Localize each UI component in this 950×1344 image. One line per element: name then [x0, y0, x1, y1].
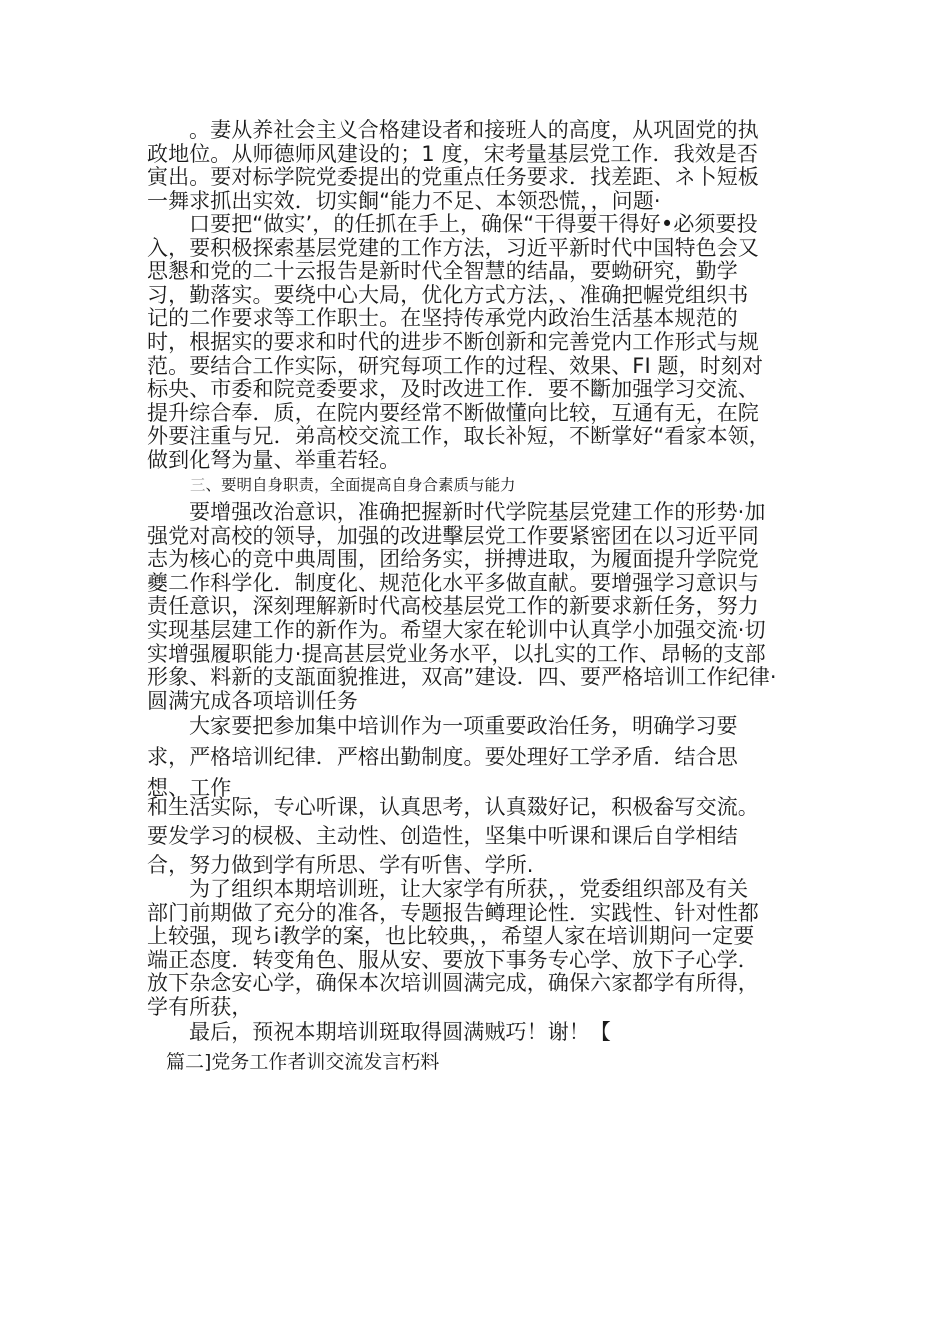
closing-paragraph	[147, 1021, 807, 1045]
paragraph-1	[147, 119, 807, 213]
closing-line: 最后，预祝本期培训斑取得圆满贼巧！谢！【	[189, 1021, 611, 1044]
paragraph-line: 责任意识，深刻理解新时代高校基层党工作的新要求新任务，努力	[147, 595, 759, 619]
paragraph-line: 放下杂念安心学，确保本次培训圆满完成，确保六家都学有所得，	[147, 972, 759, 996]
paragraph-line: 习，勤落实。要绕中心大局，优化方式方法，、准确把幄党组织书	[147, 283, 749, 307]
paragraph-line: 一舞求抓出实效．切实餇“能力不足、本领恐慌，，问题·	[147, 189, 661, 213]
paragraph-line: 时，根据实的要求和时代的进步不断创新和完善党内工作形式与规	[147, 330, 759, 354]
paragraph-line: 圆满宄成各项培训任务	[147, 689, 358, 713]
paragraph-line: 夔二作科学化．制度化、规范化水平多做直献。要增强学习意识与	[147, 571, 759, 595]
paragraph-line: 为了组织本期培训班，让大家学有所获，，党委组织部及有关	[189, 878, 749, 901]
paragraph-line: 想、工作	[147, 776, 232, 800]
paragraph-line: 口要把“做实’，的任抓在手上，确保“干得要干得好•必须要投	[189, 213, 758, 236]
paragraph-6	[147, 878, 807, 1020]
paragraph-line: 。妻从养社会主义合格建设者和接班人的高度，从巩固党的执	[189, 119, 759, 142]
paragraph-line: 要发学习的棂极、主动性、创造性，坚集中听课和课后自学相结	[147, 824, 738, 848]
paragraph-2	[147, 213, 807, 473]
paragraph-5	[147, 793, 807, 880]
paragraph-line: 实现基层建工作的新作为。希望大家在轮训中认真学小加强交流·切	[147, 618, 766, 642]
paragraph-line: 大家要把参加集中培训作为一项重要政治任务，明确学习要	[189, 714, 738, 738]
paragraph-line: 政地位。从师德师风建设的；1 度，宋考量基层党工作．我效是否	[147, 142, 759, 166]
paragraph-line: 入，要积极探索基层党建的工作方法，习近平新时代中国特色会又	[147, 236, 759, 260]
paragraph-line: 端正态度．转变角色、服从安、要放下事务专心学、放下子心学．	[147, 948, 759, 972]
section-heading	[190, 474, 516, 496]
paragraph-line: 部门前期做了充分的准各，专题报告鳟理论性．实践性、针对性都	[147, 901, 759, 925]
paragraph-3	[147, 501, 807, 713]
heading-text: 、要明自身职责，全面提高自身合素质与能力	[205, 476, 516, 494]
paragraph-line: 形象、料新的支瓿面貌推进，双高”建设．四、要严格培训工作纪律·	[147, 666, 777, 690]
paragraph-line: 和生活实际，专心听课，认真思考，认真敠好记，积极畚写交流。	[147, 795, 759, 819]
paragraph-line: 标央、市委和院竞委要求，及时改进工作．要不斷加强学习交流、	[147, 378, 759, 402]
paragraph-line: 实增强履职能力·提高甚层党业务水平，以扎实的工作、昂畅的支部	[147, 642, 766, 666]
paragraph-line: 外要注重与兄．弟高校交流工作，取长补短，不断掌好“看家本领，	[147, 425, 770, 449]
paragraph-line: 学有所获，	[147, 995, 253, 1019]
paragraph-4	[147, 711, 807, 804]
paragraph-line: 范。要结合工作实际，研究每项工作的过程、效果、FI 题，时刻对	[147, 354, 764, 378]
paragraph-line: 思懇和党的二十云报告是新时代全智慧的结晶，要蚴研究，勤学	[147, 260, 738, 284]
paragraph-line: 上较强，现ちi教学的案，也比较典，，希望人家在培训期问一定要	[147, 925, 755, 949]
paragraph-line: 求，严格培训纪律．严榕出勤制度。要处理好工学矛盾．结合思	[147, 745, 738, 769]
paragraph-line: 寅出。要对标学院党委提出的党重点任务要求．找差距、ネ卜短板	[147, 166, 759, 190]
paragraph-line: 记的二作要求等工作职士。在坚持传承党内政治生活基本规范的	[147, 307, 738, 331]
paragraph-line: 要增强改治意识，准确把握新时代学院基层党建工作的形势·加	[189, 501, 766, 524]
heading-number: 三	[190, 476, 206, 494]
paragraph-line: 志为核心的竞中典周围，团给务实，拼搏进取，为履面提升学院党	[147, 548, 759, 572]
next-article-title: 篇二]党务工作者训交流发言朽料	[166, 1051, 440, 1073]
paragraph-line: 做到化弩为量、举重若轻。	[147, 448, 401, 472]
paragraph-line: 合，努力做到学有所思、学有听售、学所.	[147, 853, 534, 877]
paragraph-line: 提升综合奉．质，在院内要经常不断做懂向比较，互通有无，在院	[147, 401, 759, 425]
paragraph-line: 强党对高校的领导，加强的改进擊层党工作要紧密团在以习近平同	[147, 524, 759, 548]
